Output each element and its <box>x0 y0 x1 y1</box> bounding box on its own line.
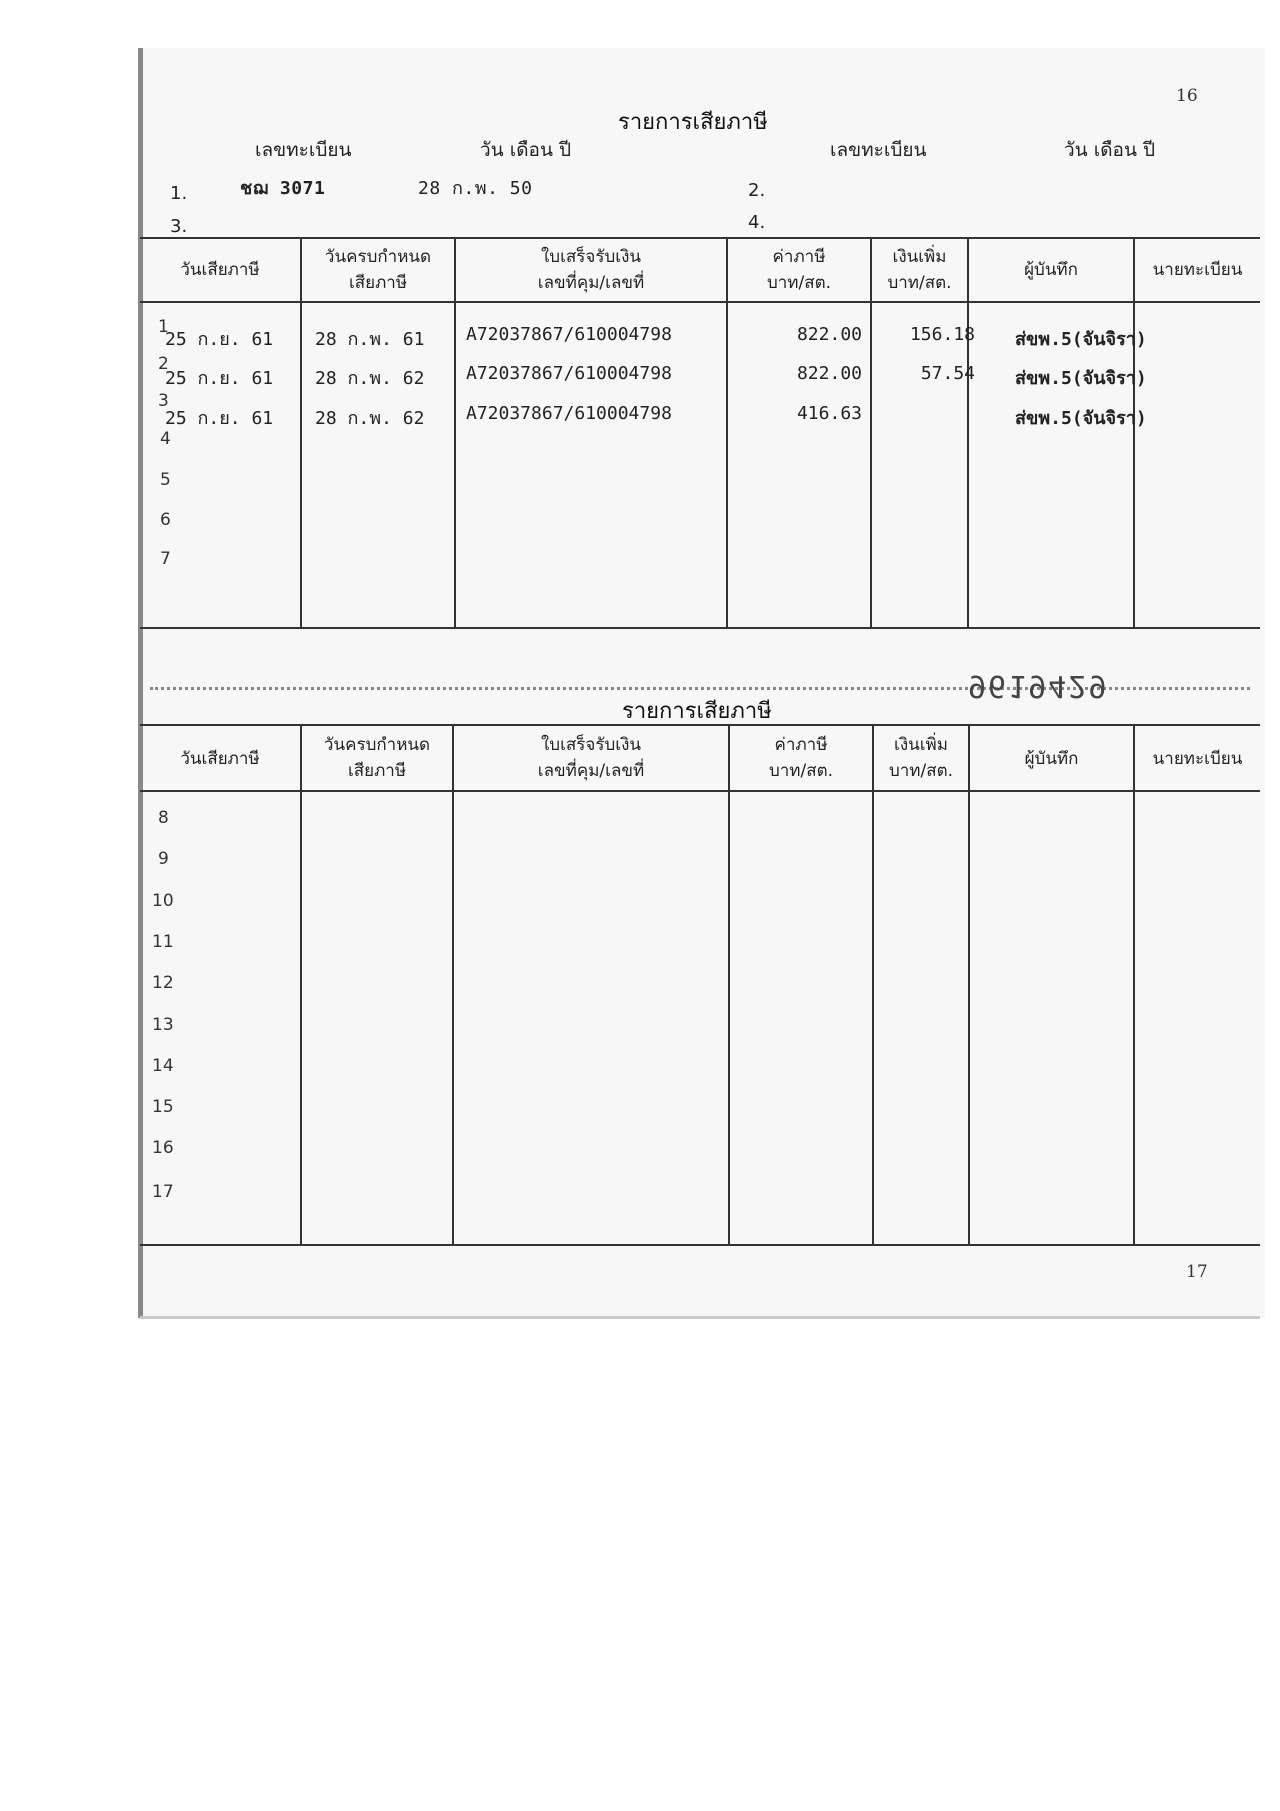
table1-top-border <box>140 237 1260 239</box>
row-number: 14 <box>152 1056 174 1076</box>
col-tax: ค่าภาษี บาท/สต. <box>768 735 834 781</box>
row-number: 7 <box>160 549 171 569</box>
table1-divider <box>967 237 969 627</box>
col-registrar: นายทะเบียน <box>1152 260 1243 280</box>
reg-header-date-2: วัน เดือน ปี <box>1064 139 1156 161</box>
col-pay-date: วันเสียภาษี <box>180 260 260 280</box>
col-receipt: ใบเสร็จรับเงิน เลขที่คุม/เลขที่ <box>537 247 645 293</box>
reg-1-number: 1. <box>170 183 188 204</box>
col-recorder: ผู้บันทึก <box>1024 260 1078 280</box>
row2-surcharge: 57.54 <box>920 363 975 384</box>
table2-bottom-border <box>140 1244 1260 1246</box>
row3-tax: 416.63 <box>796 403 862 424</box>
table1-divider <box>1133 237 1135 627</box>
row3-due-date: 28 ก.พ. 62 <box>315 408 425 429</box>
row1-pay-date: 25 ก.ย. 61 <box>165 329 274 350</box>
table1-header-border <box>140 301 1260 303</box>
reg-1-plate: ชฌ 3071 <box>240 178 326 199</box>
table2-divider <box>300 724 302 1244</box>
row1-tax: 822.00 <box>796 324 862 345</box>
row-number: 13 <box>152 1015 174 1035</box>
table1-bottom-border <box>140 627 1260 629</box>
table2-divider <box>452 724 454 1244</box>
row-number: 2 <box>158 354 169 374</box>
table2-divider <box>728 724 730 1244</box>
table2-top-border <box>140 724 1260 726</box>
col-receipt: ใบเสร็จรับเงิน เลขที่คุม/เลขที่ <box>537 735 645 781</box>
sheet-edge <box>140 1316 1260 1319</box>
reg-header-date-1: วัน เดือน ปี <box>480 139 572 161</box>
section2-title: รายการเสียภาษี <box>622 699 772 724</box>
row3-pay-date: 25 ก.ย. 61 <box>165 408 274 429</box>
row-number: 9 <box>158 849 169 869</box>
row-number: 4 <box>160 429 171 449</box>
row2-due-date: 28 ก.พ. 62 <box>315 368 425 389</box>
row-number: 16 <box>152 1138 174 1158</box>
row-number: 8 <box>158 808 169 828</box>
row-number: 1 <box>158 317 169 337</box>
page-number-bottom: 17 <box>1186 1262 1208 1282</box>
col-tax: ค่าภาษี บาท/สต. <box>766 247 832 293</box>
stamp-number: 9619429 <box>968 668 1109 703</box>
reg-4-number: 4. <box>748 212 766 233</box>
col-due-date: วันครบกำหนด เสียภาษี <box>324 247 432 293</box>
section1-title: รายการเสียภาษี <box>618 110 768 135</box>
row-number: 6 <box>160 510 171 530</box>
row-number: 5 <box>160 470 171 490</box>
table2-divider <box>1133 724 1135 1244</box>
col-surcharge: เงินเพิ่ม บาท/สต. <box>888 735 954 781</box>
row2-pay-date: 25 ก.ย. 61 <box>165 368 274 389</box>
table2-header-border <box>140 790 1260 792</box>
row-number: 15 <box>152 1097 174 1117</box>
col-due-date: วันครบกำหนด เสียภาษี <box>323 735 431 781</box>
reg-2-number: 2. <box>748 180 766 201</box>
reg-header-plate-1: เลขทะเบียน <box>255 139 352 161</box>
row3-recorder: ส่ขพ.5(จันจิรา) <box>1015 408 1147 429</box>
row1-due-date: 28 ก.พ. 61 <box>315 329 425 350</box>
col-recorder: ผู้บันทึก <box>1024 749 1079 769</box>
row2-recorder: ส่ขพ.5(จันจิรา) <box>1015 368 1147 389</box>
col-pay-date: วันเสียภาษี <box>180 749 260 769</box>
row1-receipt: A72037867/610004798 <box>466 324 672 345</box>
page-number-top: 16 <box>1176 86 1198 106</box>
col-registrar: นายทะเบียน <box>1152 749 1243 769</box>
row3-receipt: A72037867/610004798 <box>466 403 672 424</box>
row1-surcharge: 156.18 <box>909 324 975 345</box>
reg-3-number: 3. <box>170 216 188 237</box>
col-surcharge: เงินเพิ่ม บาท/สต. <box>887 247 952 293</box>
row-number: 11 <box>152 932 174 952</box>
table2-divider <box>872 724 874 1244</box>
reg-header-plate-2: เลขทะเบียน <box>830 139 927 161</box>
row2-receipt: A72037867/610004798 <box>466 363 672 384</box>
row1-recorder: ส่ขพ.5(จันจิรา) <box>1015 329 1147 350</box>
row-number: 17 <box>152 1182 174 1202</box>
row-number: 12 <box>152 973 174 993</box>
row2-tax: 822.00 <box>796 363 862 384</box>
table2-divider <box>968 724 970 1244</box>
row-number: 10 <box>152 891 174 911</box>
reg-1-date: 28 ก.พ. 50 <box>418 178 533 199</box>
row-number: 3 <box>158 391 169 411</box>
